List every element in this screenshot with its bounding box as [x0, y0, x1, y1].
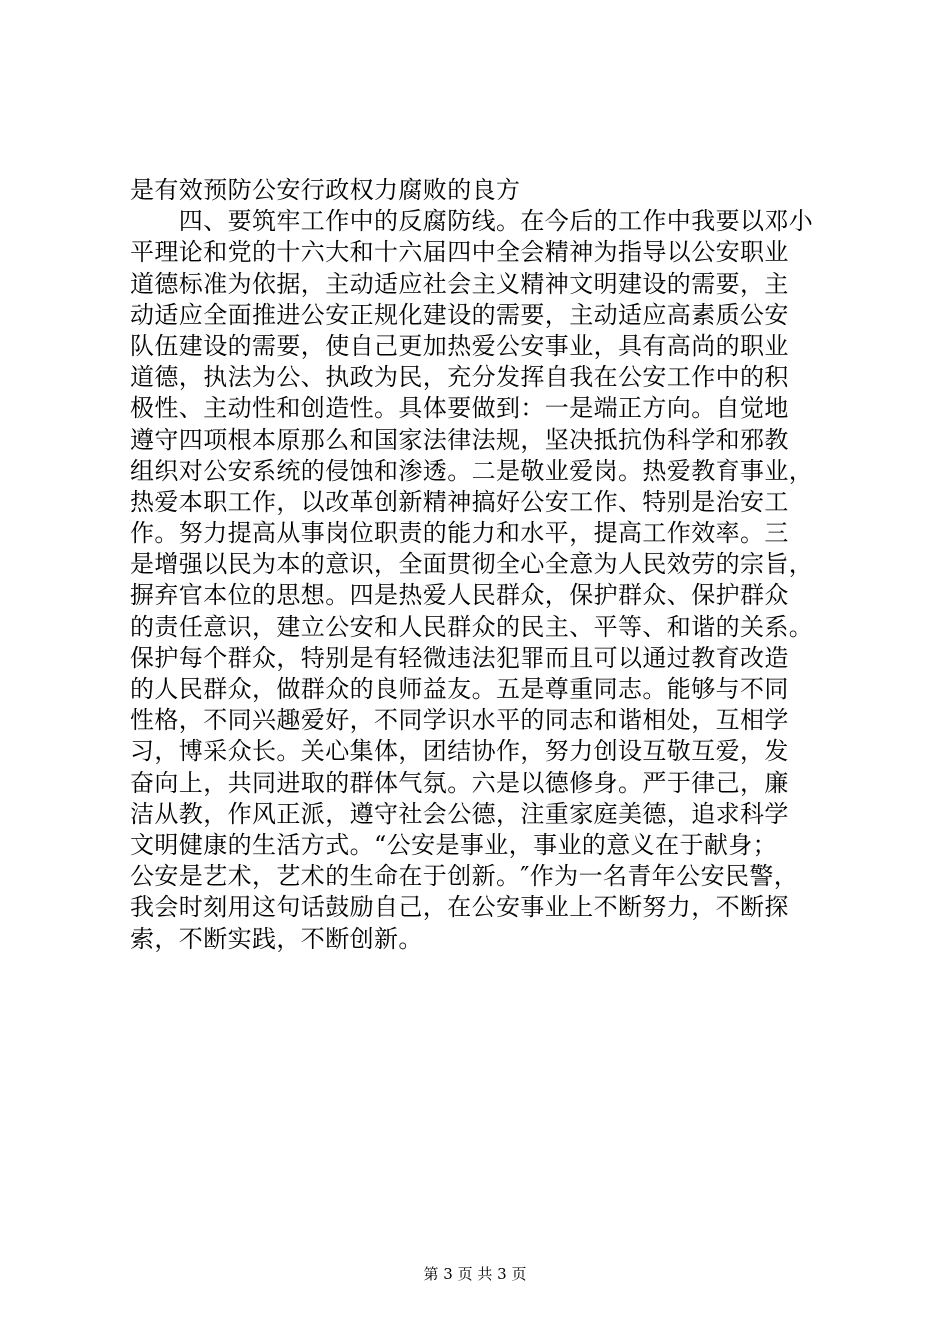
text-line: 索，不断实践，不断创新。 [130, 924, 423, 953]
text-line: 习，博采众长。关心集体，团结协作，努力创设互敬互爱，发 [130, 737, 789, 766]
text-line: 四、要筑牢工作中的反腐防线。在今后的工作中我要以邓小 [130, 207, 814, 236]
text-line: 热爱本职工作，以改革创新精神搞好公安工作、特别是治安工 [130, 487, 789, 516]
text-line: 队伍建设的需要，使自己更加热爱公安事业，具有高尚的职业 [130, 331, 789, 360]
text-line: 公安是艺术，艺术的生命在于创新。″作为一名青年公安民警， [130, 862, 799, 891]
document-body [130, 175, 830, 955]
text-line: 极性、主动性和创造性。具体要做到：一是端正方向。自觉地 [130, 394, 789, 423]
text-line: 道德，执法为公、执政为民，充分发挥自我在公安工作中的积 [130, 363, 789, 392]
text-line: 奋向上，共同进取的群体气氛。六是以德修身。严于律己，廉 [130, 768, 789, 797]
text-line: 动适应全面推进公安正规化建设的需要，主动适应高素质公安 [130, 300, 789, 329]
text-line: 是增强以民为本的意识，全面贯彻全心全意为人民效劳的宗旨， [130, 550, 814, 579]
text-line: 的责任意识，建立公安和人民群众的民主、平等、和谐的关系。 [130, 612, 814, 641]
text-line: 作。努力提高从事岗位职责的能力和水平，提高工作效率。三 [130, 519, 789, 548]
text-line: 的人民群众，做群众的良师益友。五是尊重同志。能够与不同 [130, 675, 789, 703]
text-line: 摒弃官本位的思想。四是热爱人民群众，保护群众、保护群众 [130, 581, 789, 610]
text-line: 平理论和党的十六大和十六届四中全会精神为指导以公安职业 [130, 238, 789, 267]
text-line: 是有效预防公安行政权力腐败的良方 [130, 176, 521, 204]
text-line: 组织对公安系统的侵蚀和渗透。二是敬业爱岗。热爱教育事业， [130, 456, 814, 485]
text-line: 遵守四项根本原那么和国家法律法规，坚决抵抗伪科学和邪教 [130, 425, 789, 454]
text-line: 文明健康的生活方式。“公安是事业，事业的意义在于献身； [130, 830, 778, 859]
text-line: 洁从教，作风正派，遵守社会公德，注重家庭美德，追求科学 [130, 799, 789, 828]
page-footer: 第 3 页 共 3 页 [423, 1265, 527, 1283]
text-line: 道德标准为依据，主动适应社会主义精神文明建设的需要，主 [130, 269, 789, 298]
text-line: 我会时刻用这句话鼓励自己，在公安事业上不断努力，不断探 [130, 893, 789, 922]
text-line: 保护每个群众，特别是有轻微违法犯罪而且可以通过教育改造 [130, 643, 789, 672]
text-line: 性格，不同兴趣爱好，不同学识水平的同志和谐相处，互相学 [130, 706, 789, 735]
